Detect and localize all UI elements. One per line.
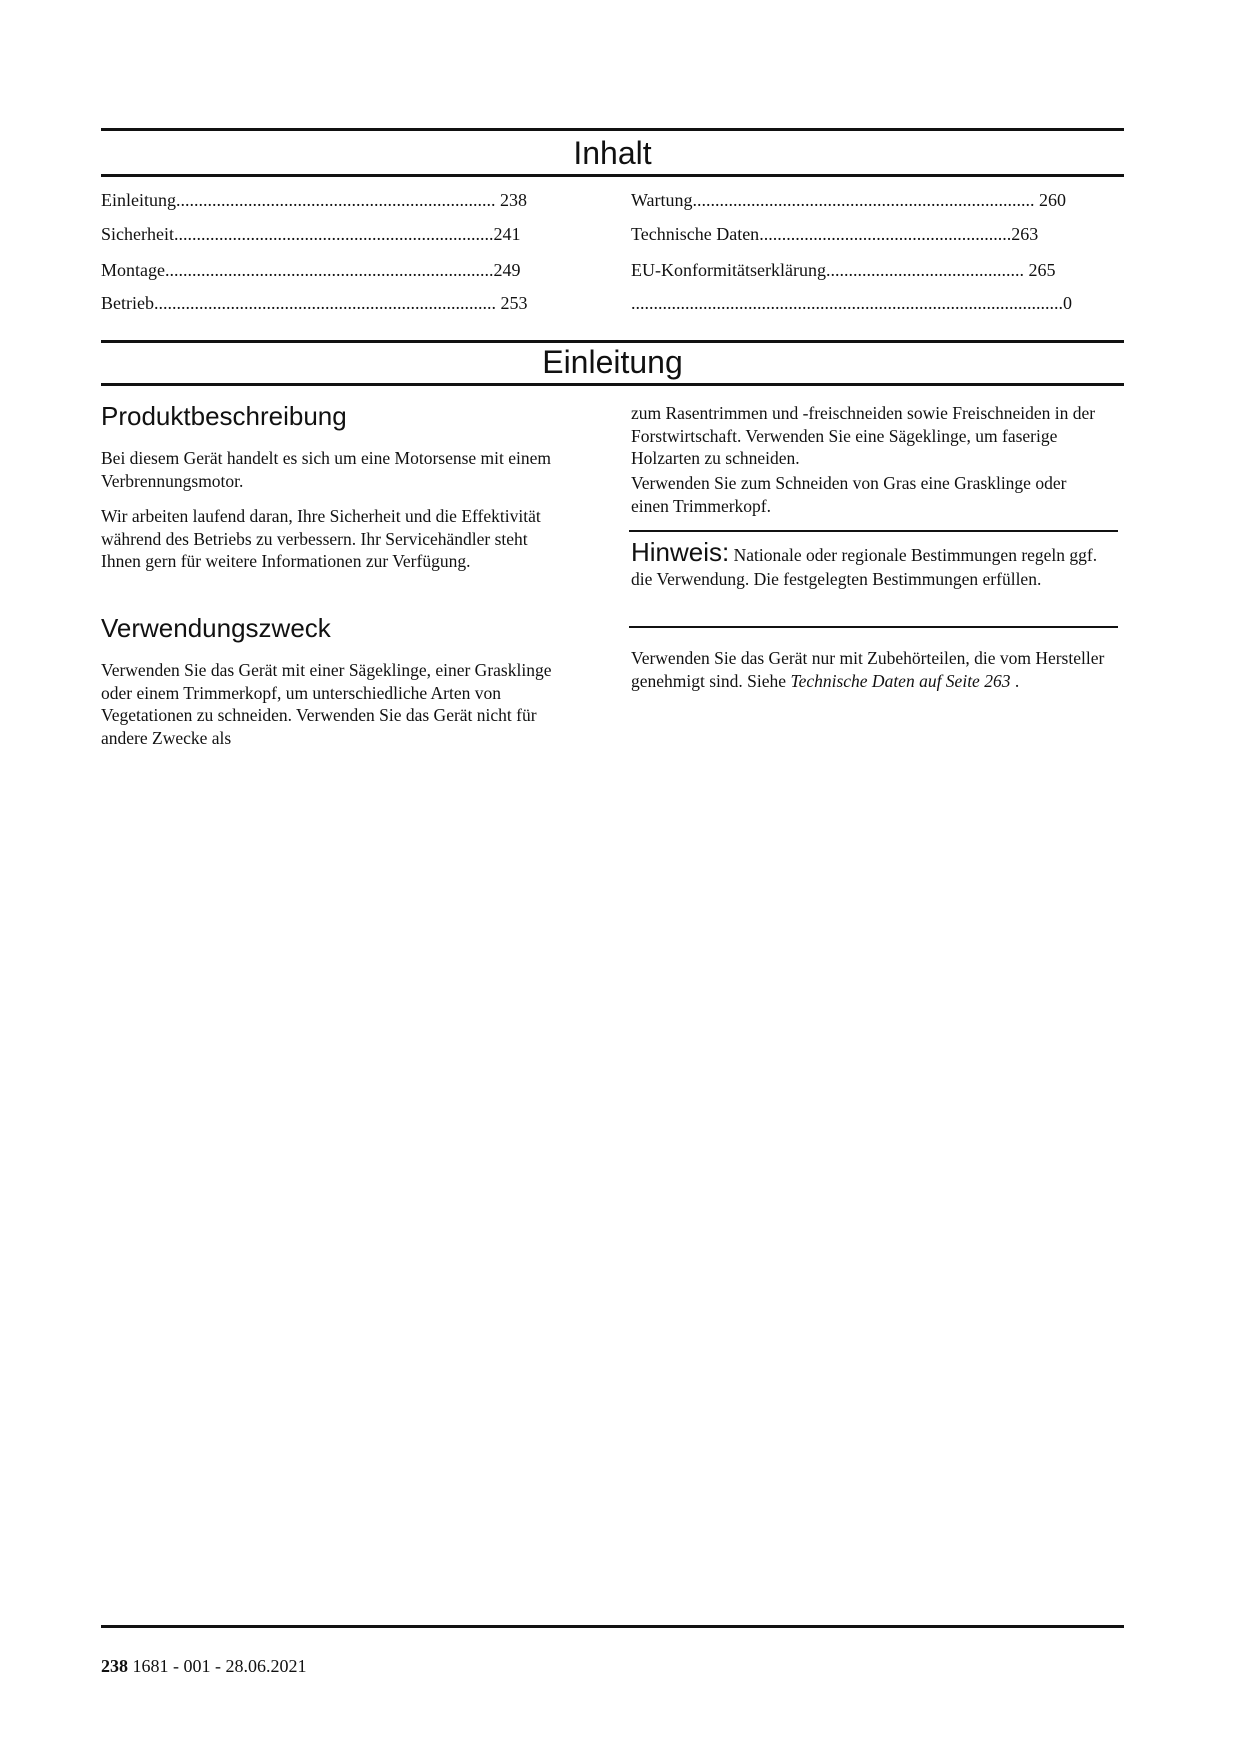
toc-page: 249 xyxy=(493,260,521,280)
toc-heading: Inhalt xyxy=(573,135,652,171)
accessory-paragraph xyxy=(631,647,1121,692)
toc-entry-title: EU-Konformitätserklärung xyxy=(631,260,826,280)
toc-entry-title: Technische Daten xyxy=(631,224,760,244)
accessory-text: Verwenden Sie das Gerät nur mit Zubehörteilen, die vom Hersteller genehmigt sind. Siehe xyxy=(631,648,1105,691)
purpose-paragraph-3: Verwenden Sie zum Schneiden von Gras eine Grasklinge oder einen Trimmerkopf. xyxy=(631,473,1067,516)
toc-entry[interactable] xyxy=(631,292,1072,314)
toc-page: 263 xyxy=(1011,224,1039,244)
toc-entry-title: Einleitung xyxy=(101,190,176,210)
toc-leader: ....................................................................... xyxy=(176,190,496,210)
accessory-end: . xyxy=(1014,670,1020,691)
intro-heading-rule xyxy=(101,383,1124,386)
toc-page: 253 xyxy=(500,293,528,313)
footer xyxy=(101,1655,307,1677)
footer-rule xyxy=(101,1625,1124,1628)
toc-leader: ....................................................................... xyxy=(173,224,494,244)
toc-leader: ............................................ xyxy=(825,260,1024,280)
product-heading: Produktbeschreibung xyxy=(101,401,347,431)
toc-entry[interactable] xyxy=(631,189,1066,211)
purpose-paragraph-1: Verwenden Sie das Gerät mit einer Sägeklinge, einer Grasklinge oder einem Trimmerkopf, um unterschiedliche Arten von Vegetationen zu schneiden. Verwenden Sie das Gerät nicht für andere Zwecke als xyxy=(101,660,552,748)
toc-page: 238 xyxy=(500,190,527,210)
toc-leader: ........................................................ xyxy=(759,224,1012,244)
toc-leader: ................................................................................................ xyxy=(631,293,1063,313)
toc-page: 241 xyxy=(493,224,521,244)
toc-entry-title: Sicherheit xyxy=(101,224,174,244)
toc-leader: ......................................................................... xyxy=(164,260,494,280)
toc-entry-title: Betrieb xyxy=(101,293,154,313)
note-top-rule xyxy=(629,530,1118,532)
toc-top-rule xyxy=(101,128,1124,131)
toc-page: 265 xyxy=(1028,260,1056,280)
cross-reference-link[interactable]: Technische Daten auf Seite 263 xyxy=(790,670,1011,691)
toc-entry[interactable] xyxy=(101,259,520,281)
toc-page: 0 xyxy=(1063,293,1072,313)
note-text: Nationale oder regionale Bestimmungen regeln ggf. die Verwendung. Die festgelegten Bestimmungen erfüllen. xyxy=(631,545,1098,589)
toc-heading-rule xyxy=(101,174,1124,177)
note-bottom-rule xyxy=(629,626,1118,628)
toc-leader: ............................................................................ xyxy=(692,190,1035,210)
toc-entry-title: Wartung xyxy=(631,190,693,210)
page-number: 238 xyxy=(101,1656,128,1676)
purpose-heading: Verwendungszweck xyxy=(101,613,331,643)
toc-entry[interactable] xyxy=(631,223,1038,245)
note-label: Hinweis: xyxy=(631,537,730,567)
intro-heading: Einleitung xyxy=(542,344,683,380)
product-paragraph-2: Wir arbeiten laufend daran, Ihre Sicherheit und die Effektivität während des Betriebs zu verbessern. Ihr Servicehändler steht Ihnen gern für weitere Informationen zur Verfügung. xyxy=(101,506,541,571)
toc-entry[interactable] xyxy=(101,292,527,314)
product-paragraph-1: Bei diesem Gerät handelt es sich um eine Motorsense mit einem Verbrennungsmotor. xyxy=(101,448,552,491)
toc-entry[interactable] xyxy=(631,259,1055,281)
toc-leader: ............................................................................ xyxy=(153,293,496,313)
purpose-paragraph-2: zum Rasentrimmen und -freischneiden sowie Freischneiden in der Forstwirtschaft. Verwenden Sie eine Sägeklinge, um faserige Holzarten zu schneiden. xyxy=(631,403,1096,468)
toc-entry[interactable] xyxy=(101,223,520,245)
toc-page: 260 xyxy=(1039,190,1067,210)
toc-entry-title: Montage xyxy=(101,260,165,280)
note-box xyxy=(631,537,1111,591)
document-info: 1681 - 001 - 28.06.2021 xyxy=(132,1656,307,1676)
toc-entry[interactable] xyxy=(101,189,527,211)
